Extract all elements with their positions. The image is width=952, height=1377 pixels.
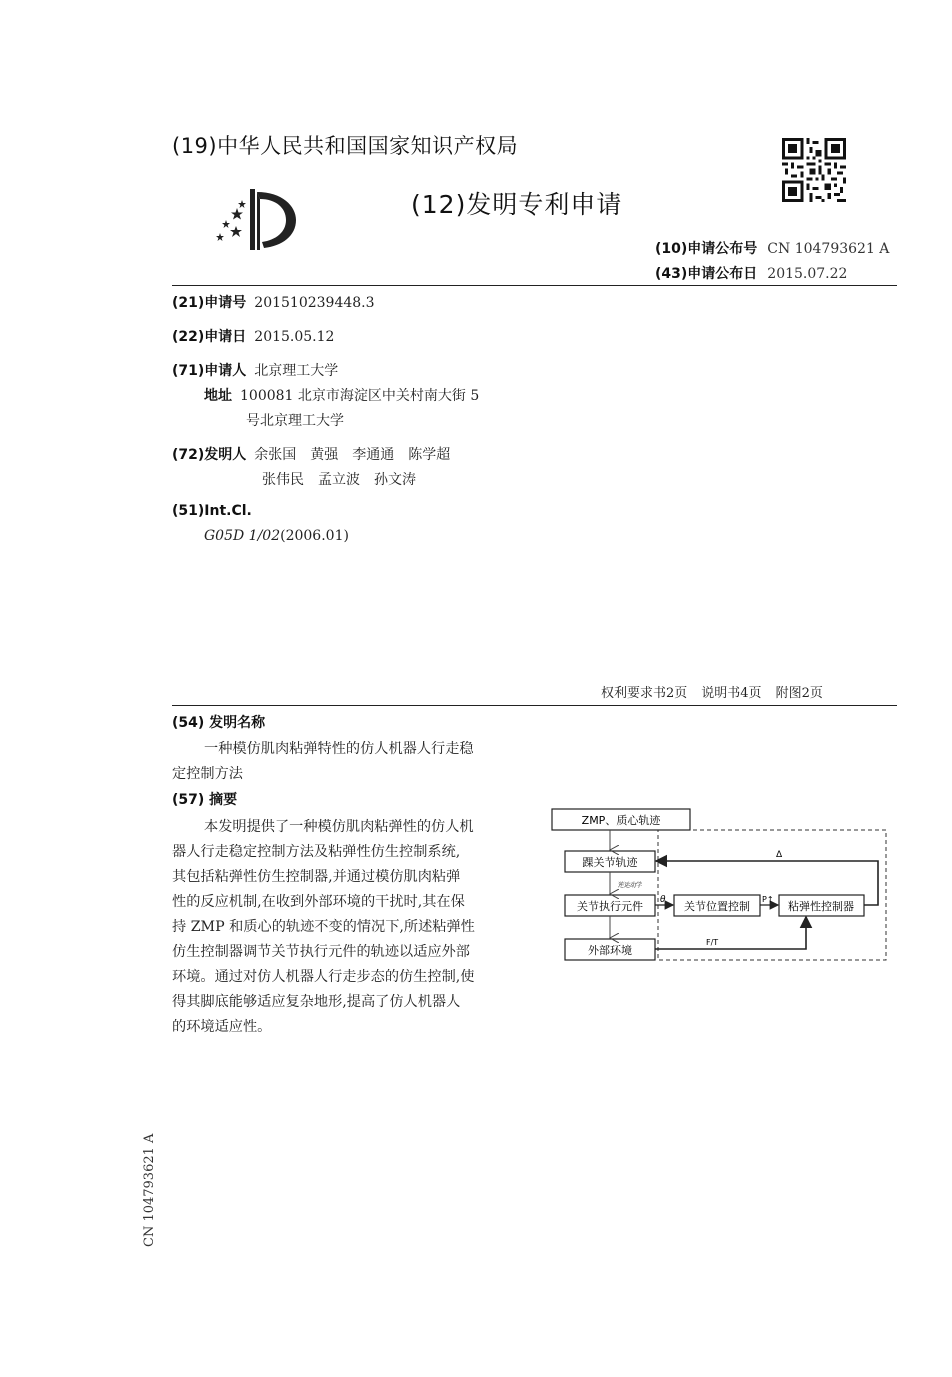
abstract-line: 器人行走稳定控制方法及粘弹性仿生控制系统, bbox=[172, 844, 461, 860]
application-number-value: 201510239448.3 bbox=[254, 295, 375, 311]
theta-label: θ bbox=[660, 895, 666, 905]
int-cl-year: (2006.01) bbox=[280, 528, 349, 544]
invention-title-line-1: 一种模仿肌肉粘弹特性的仿人机器人行走稳 bbox=[204, 741, 474, 757]
abstract-line: 本发明提供了一种模仿肌肉粘弹性的仿人机 bbox=[204, 819, 474, 835]
abstract-line: 仿生控制器调节关节执行元件的轨迹以适应外部 bbox=[172, 944, 470, 960]
application-date-value: 2015.05.12 bbox=[254, 329, 335, 345]
address bbox=[204, 385, 479, 405]
publication-number-label: (10)申请公布号 bbox=[655, 241, 758, 257]
abstract-divider bbox=[172, 705, 897, 706]
inverse-kinematics-label: 逆运动学 bbox=[618, 882, 643, 889]
int-cl-label: (51)Int.Cl. bbox=[172, 503, 252, 519]
delta-label: Δ bbox=[776, 850, 783, 860]
address-label: 地址 bbox=[204, 388, 232, 404]
application-number bbox=[172, 292, 375, 312]
issuing-office: (19)中华人民共和国国家知识产权局 bbox=[172, 134, 519, 158]
application-number-label: (21)申请号 bbox=[172, 295, 247, 311]
int-cl-code: G05D 1/02 bbox=[204, 528, 281, 544]
abstract-line: 持 ZMP 和质心的轨迹不变的情况下,所述粘弹性 bbox=[172, 919, 475, 935]
application-date-label: (22)申请日 bbox=[172, 329, 247, 345]
applicant-label: (71)申请人 bbox=[172, 363, 247, 379]
applicant bbox=[172, 360, 338, 380]
publication-date bbox=[655, 263, 847, 283]
force-torque-label: F/T bbox=[706, 938, 719, 947]
abstract-line: 得其脚底能够适应复杂地形,提高了仿人机器人 bbox=[172, 994, 461, 1010]
inventors-label: (72)发明人 bbox=[172, 447, 247, 463]
header-divider bbox=[172, 285, 897, 286]
application-date bbox=[172, 326, 334, 346]
publication-date-label: (43)申请公布日 bbox=[655, 266, 758, 282]
publication-number-value: CN 104793621 A bbox=[767, 241, 890, 257]
abstract-line: 的环境适应性。 bbox=[172, 1019, 272, 1035]
joint-position-control-label: 关节位置控制 bbox=[684, 900, 750, 913]
control-block-diagram bbox=[548, 805, 893, 975]
publication-date-value: 2015.07.22 bbox=[767, 266, 848, 282]
side-publication-number-text: CN 104793621 A bbox=[142, 1133, 157, 1247]
int-cl bbox=[172, 503, 252, 519]
external-environment-label: 外部环境 bbox=[588, 944, 632, 957]
abstract-line: 环境。通过对仿人机器人行走步态的仿生控制,使 bbox=[172, 969, 475, 985]
viscoelastic-controller-label: 粘弹性控制器 bbox=[788, 900, 854, 913]
cnipa-logo-icon bbox=[212, 186, 304, 256]
int-cl-classification bbox=[204, 528, 349, 544]
force-torque-arrow bbox=[655, 917, 806, 949]
abstract-line: 其包括粘弹性仿生控制器,并通过模仿肌肉粘弹 bbox=[172, 869, 461, 885]
qr-code-icon bbox=[782, 138, 846, 202]
title-section-label: (54) 发明名称 bbox=[172, 715, 266, 731]
inventors-line-1: 余张国 黄强 李通通 陈学超 bbox=[254, 447, 451, 463]
drawings-pages: 附图2页 bbox=[775, 686, 823, 701]
joint-actuator-label: 关节执行元件 bbox=[577, 900, 643, 913]
description-pages: 说明书4页 bbox=[701, 686, 762, 701]
address-line-1: 100081 北京市海淀区中关村南大街 5 bbox=[240, 388, 480, 404]
inventors-line-2: 张伟民 孟立波 孙文涛 bbox=[262, 472, 416, 488]
page-counts bbox=[601, 682, 837, 701]
position-label: P↑ bbox=[762, 895, 774, 904]
publication-number bbox=[655, 238, 889, 258]
applicant-value: 北京理工大学 bbox=[254, 363, 339, 379]
inventors bbox=[172, 444, 450, 464]
claims-pages: 权利要求书2页 bbox=[601, 686, 688, 701]
abstract-label: (57) 摘要 bbox=[172, 792, 238, 808]
document-type: (12)发明专利申请 bbox=[411, 190, 623, 219]
invention-title-line-2: 定控制方法 bbox=[172, 766, 243, 782]
ankle-trajectory-label: 踝关节轨迹 bbox=[582, 856, 638, 869]
zmp-trajectory-label: ZMP、质心轨迹 bbox=[581, 814, 661, 827]
abstract-line: 性的反应机制,在收到外部环境的干扰时,其在保 bbox=[172, 894, 465, 910]
side-publication-number bbox=[142, 1133, 172, 1377]
address-line-2: 号北京理工大学 bbox=[246, 413, 344, 429]
